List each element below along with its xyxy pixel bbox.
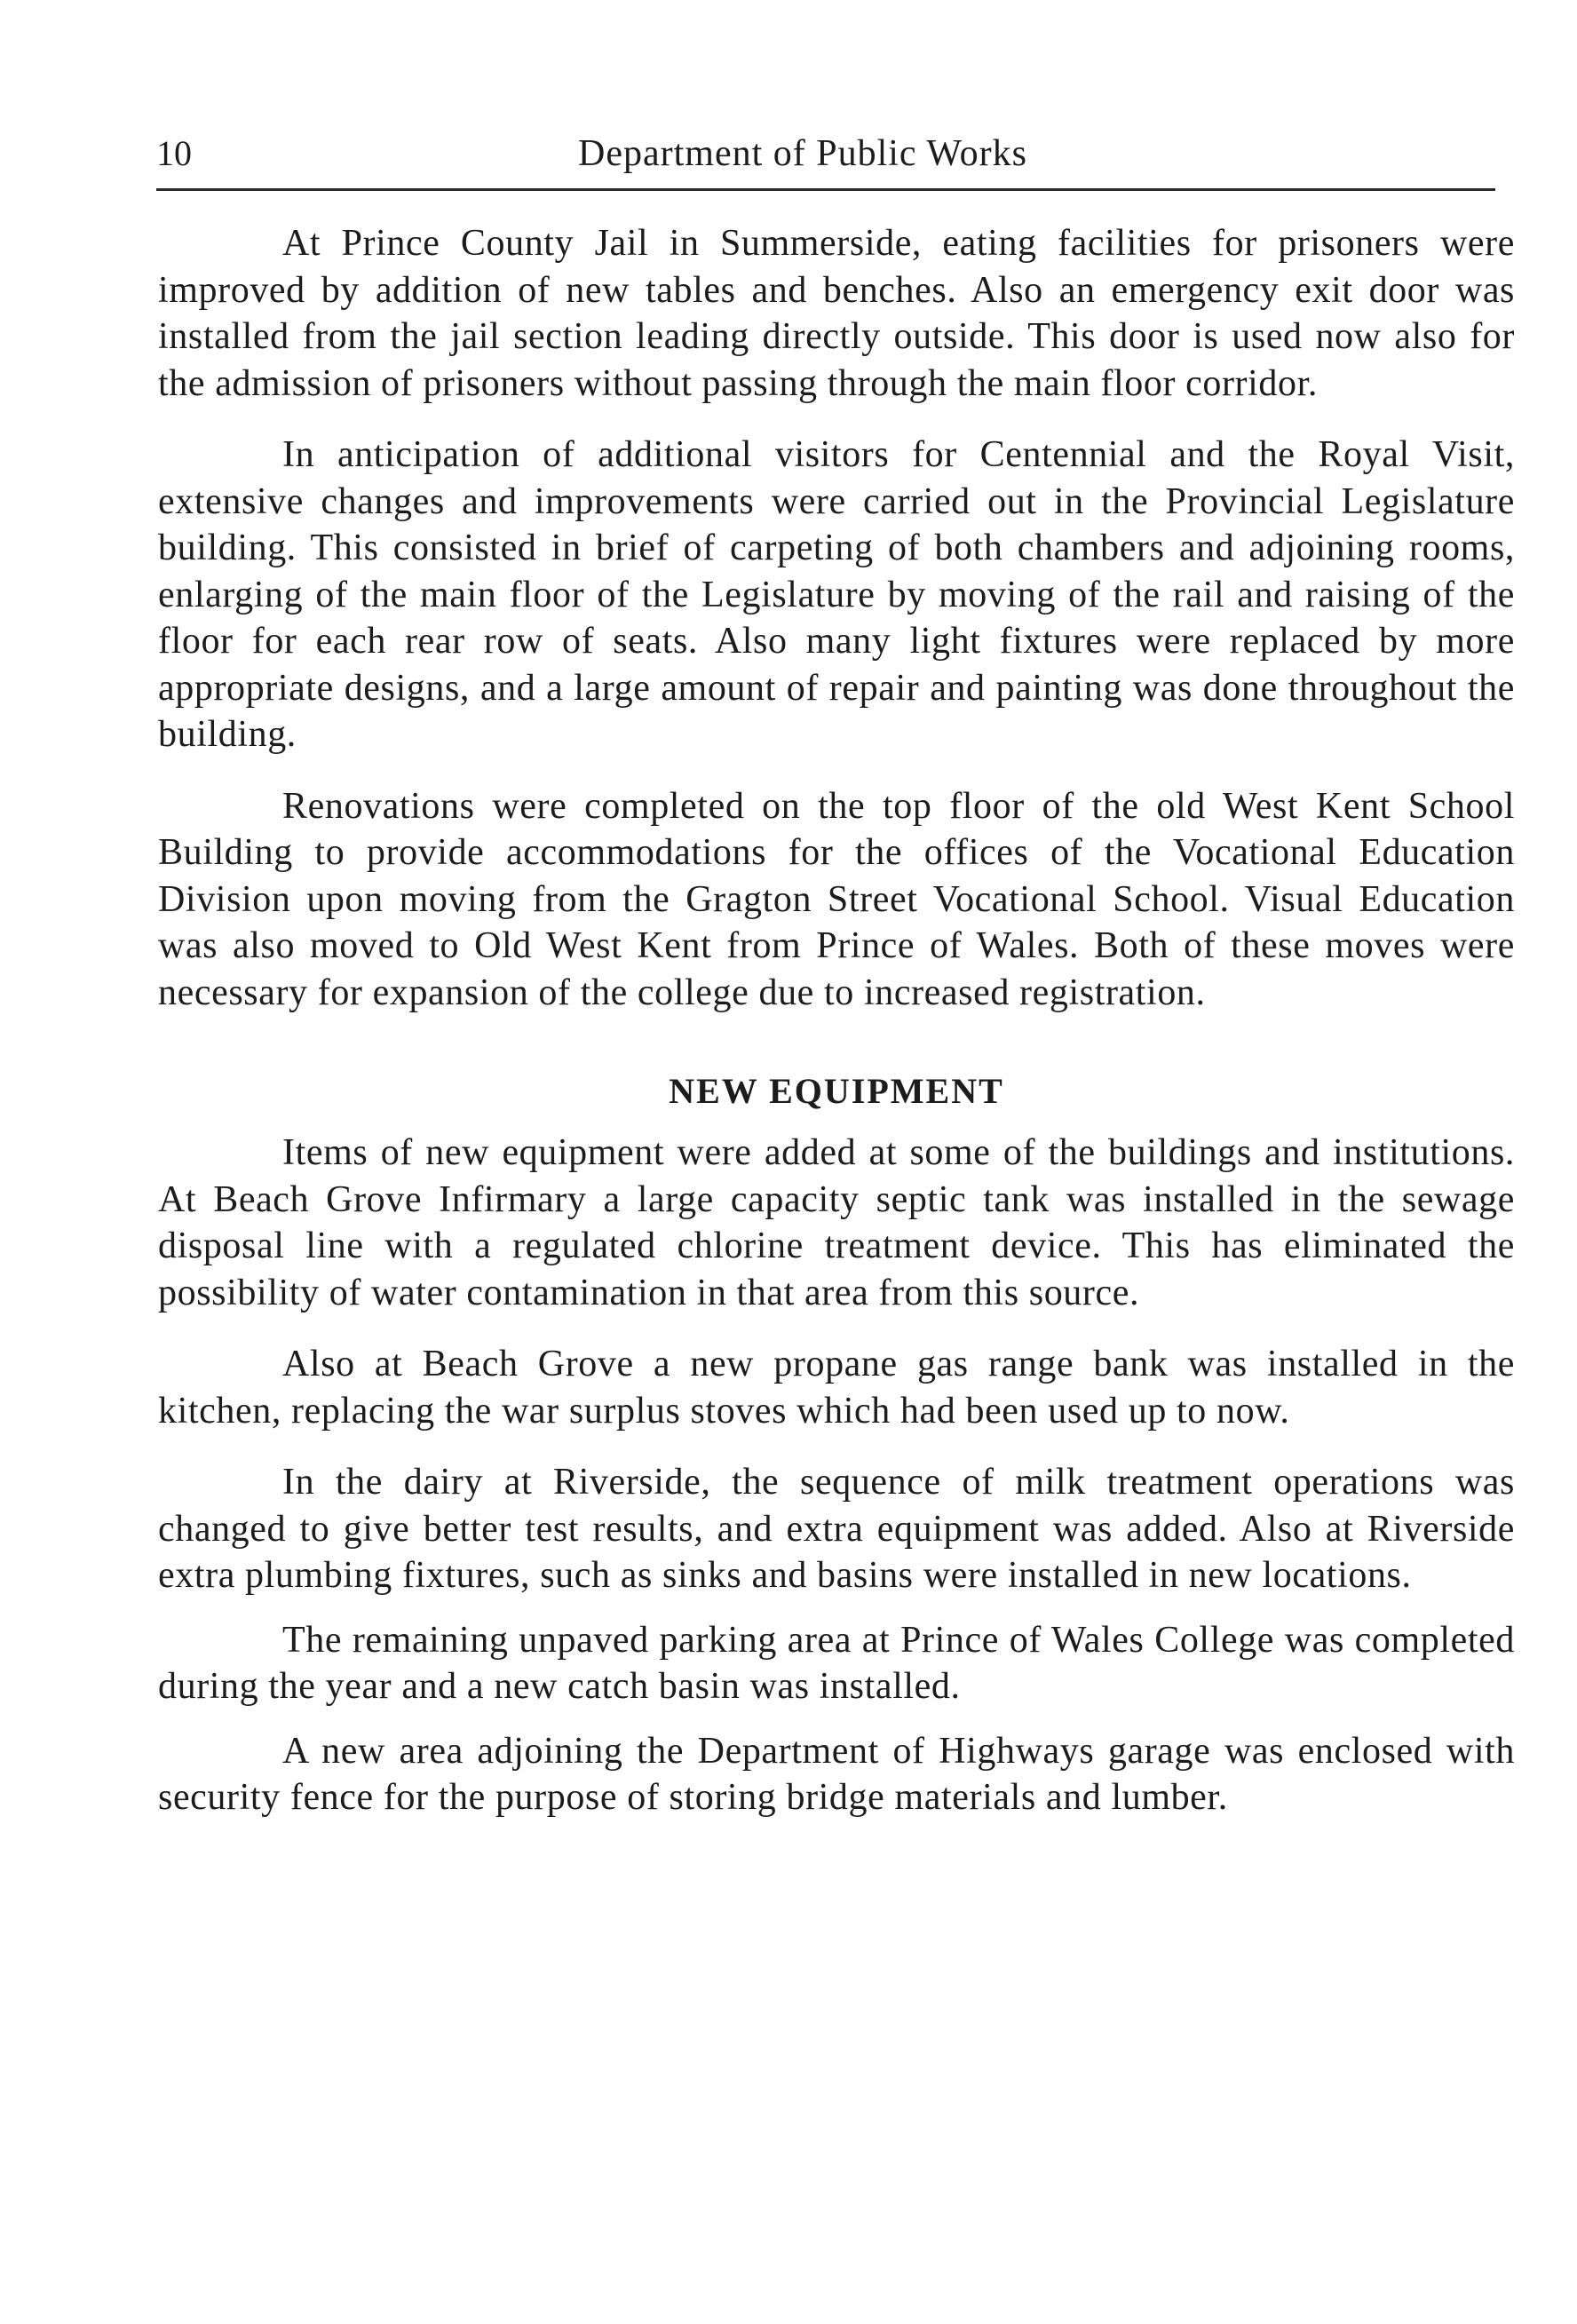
paragraph-beach-grove-septic: Items of new equipment were added at some of the buildings and institutions. At Beach Grove Infirmary a large capacity septic tank was installed in the sewage disposal line with a regulated chlorine treatment device. This has eliminated the possibility of water contamination in that area from this source.	[158, 1132, 1515, 1313]
paragraph-prince-county-jail: At Prince County Jail in Summerside, eating facilities for prisoners were improved by addition of new tables and benches. Also an emergency exit door was installed from the jail section leading directly outside. This door is used now also for the admission of prisoners without passing through the main floor corridor.	[158, 223, 1515, 404]
paragraph-security-fence: A new area adjoining the Department of Highways garage was enclosed with security fence for the purpose of storing bridge materials and lumber.	[158, 1730, 1515, 1818]
paragraph-legislature-building: In anticipation of additional visitors for Centennial and the Royal Visit, extensive changes and improvements were carried out in the Provincial Legislature building. This consisted in brief of carpeting of both chambers and adjoining rooms, enlarging of the main floor of the Legislature by moving of the rail and raising of the floor for each rear row of seats. Also many light fixtures were replaced by more appropriate designs, and a large amount of repair and painting was done throughout the building.	[158, 434, 1515, 755]
running-header	[156, 131, 1495, 191]
paragraph-beach-grove-kitchen: Also at Beach Grove a new propane gas range bank was installed in the kitchen, replacing the war surplus stoves which had been used up to now.	[158, 1344, 1515, 1432]
running-title: Department of Public Works	[578, 133, 1027, 174]
paragraph-west-kent-renovations: Renovations were completed on the top floor of the old West Kent School Building to provide accommodations for the offices of the Vocational Education Division upon moving from the Gragton Street Vocational School. Visual Education was also moved to Old West Kent from Prince of Wales. Both of these moves were necessary for expansion of the college due to increased registration.	[158, 785, 1515, 1013]
paragraph-riverside-dairy: In the dairy at Riverside, the sequence of milk treatment operations was changed to give better test results, and extra equipment was added. Also at Riverside extra plumbing fixtures, such as sinks and basins were installed in new locations.	[158, 1462, 1515, 1596]
section-heading-new-equipment: NEW EQUIPMENT	[669, 1071, 1004, 1111]
body-text	[158, 220, 1515, 1821]
page-number: 10	[156, 133, 192, 173]
paragraph-parking-area: The remaining unpaved parking area at Prince of Wales College was completed during the year and a new catch basin was installed.	[158, 1619, 1515, 1707]
